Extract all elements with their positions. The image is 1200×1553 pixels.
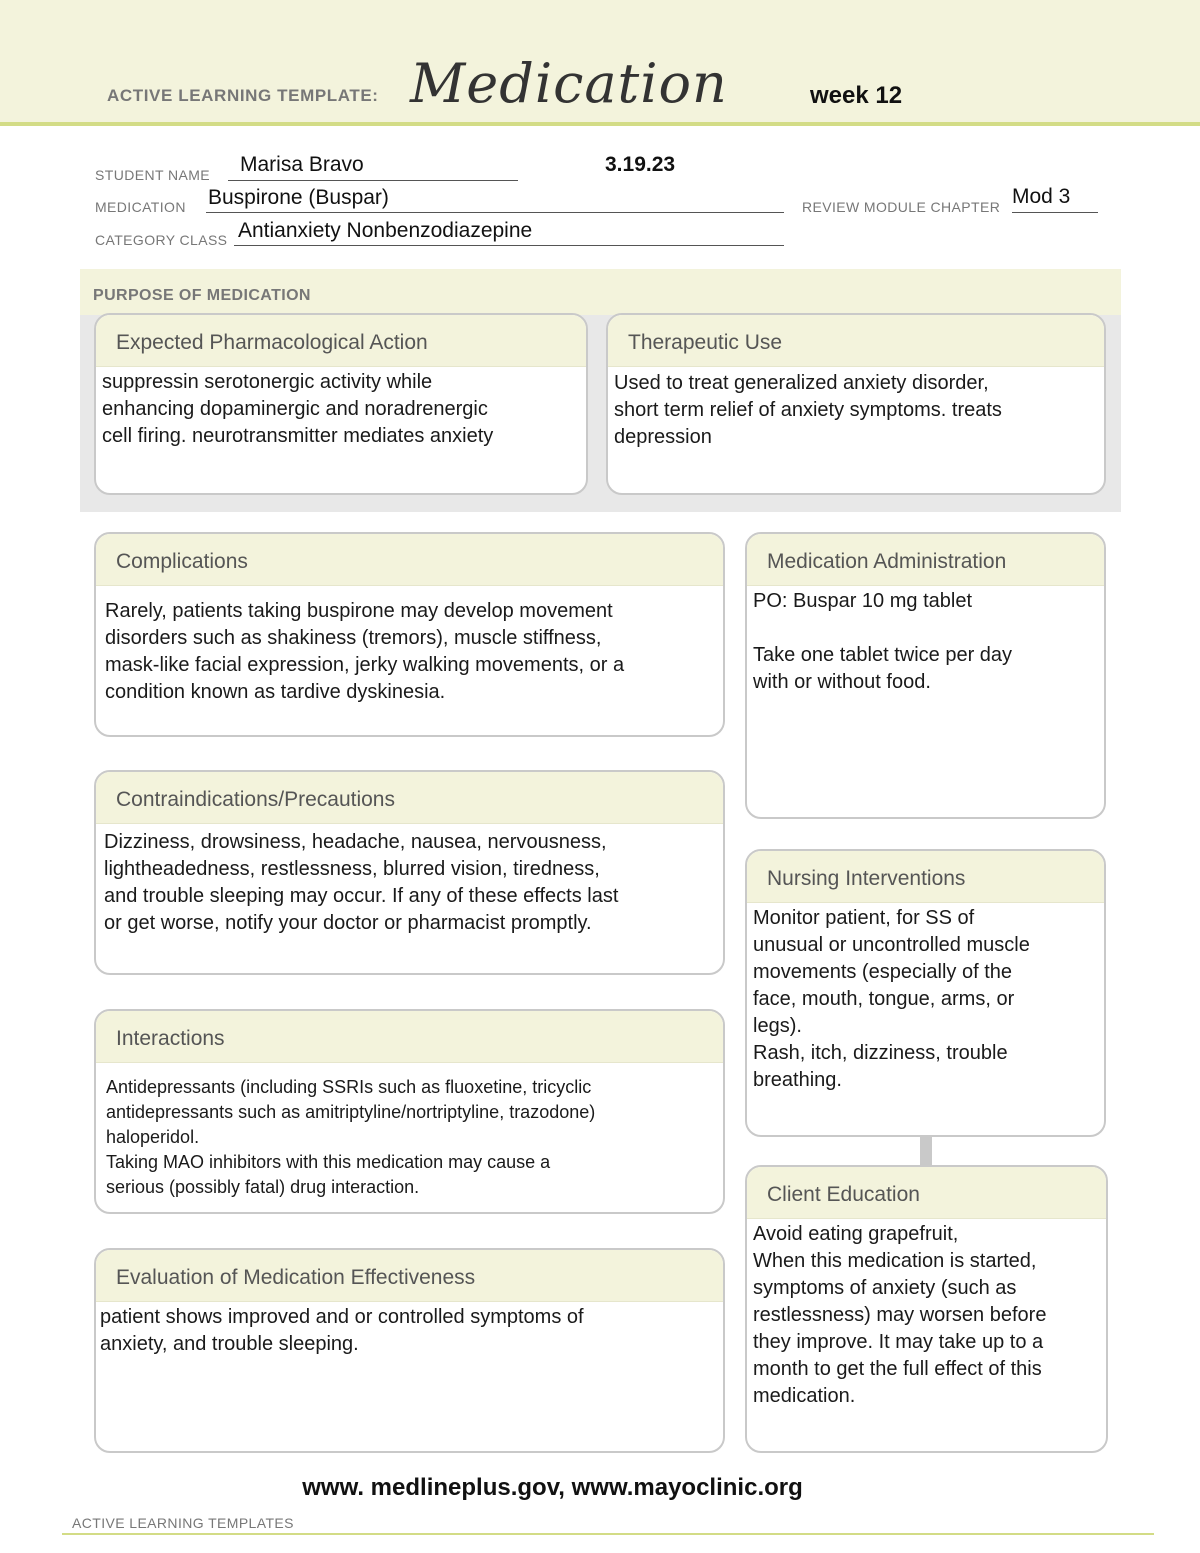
medication-label: MEDICATION — [95, 199, 186, 215]
student-name-label: STUDENT NAME — [95, 167, 210, 183]
category-class-field[interactable]: Antianxiety Nonbenzodiazepine — [238, 219, 533, 242]
therapeutic-use-heading: Therapeutic Use — [608, 315, 1104, 367]
client-education-heading: Client Education — [747, 1167, 1106, 1219]
interactions-card — [94, 1009, 725, 1214]
therapeutic-use-text[interactable]: Used to treat generalized anxiety disorder, short term relief of anxiety symptoms. treats depression — [614, 372, 1002, 448]
complications-heading: Complications — [96, 534, 723, 586]
review-module-label: REVIEW MODULE CHAPTER — [802, 199, 1001, 215]
contraindications-heading: Contraindications/Precautions — [96, 772, 723, 824]
interactions-text[interactable]: Antidepressants (including SSRIs such as fluoxetine, tricyclic antidepressants such as amitriptyline/nortriptyline, trazodone) haloperidol. Taking MAO inhibitors with this medication may cause a serious (possibly fatal) drug interaction. — [106, 1077, 596, 1197]
therapeutic-use-card — [606, 313, 1106, 495]
administration-heading: Medication Administration — [747, 534, 1104, 586]
complications-text[interactable]: Rarely, patients taking buspirone may develop movement disorders such as shakiness (tremors), muscle stiffness, mask-like facial expression, jerky walking movements, or a condition known as tardive dyskinesia. — [105, 600, 625, 703]
evaluation-text[interactable]: patient shows improved and or controlled symptoms of anxiety, and trouble sleeping. — [100, 1306, 584, 1355]
header-divider — [0, 122, 1200, 126]
category-class-line — [234, 245, 784, 246]
administration-text[interactable]: PO: Buspar 10 mg tablet Take one tablet twice per day with or without food. — [753, 590, 1013, 693]
expected-action-text[interactable]: suppressin serotonergic activity while enhancing dopaminergic and noradrenergic cell firing. neurotransmitter mediates anxiety — [102, 371, 494, 447]
student-name-field[interactable]: Marisa Bravo — [240, 153, 364, 176]
template-label: ACTIVE LEARNING TEMPLATE: — [107, 86, 379, 105]
review-module-line — [1012, 212, 1098, 213]
nursing-interventions-text[interactable]: Monitor patient, for SS of unusual or uncontrolled muscle movements (especially of the face, mouth, tongue, arms, or legs). Rash, itch, dizziness, trouble breathing. — [753, 907, 1030, 1091]
sources-text: www. medlineplus.gov, www.mayoclinic.org — [302, 1474, 803, 1501]
student-name-line — [228, 180, 518, 181]
client-education-card — [745, 1165, 1108, 1453]
purpose-title: PURPOSE OF MEDICATION — [93, 287, 311, 304]
review-module-field[interactable]: Mod 3 — [1012, 185, 1071, 208]
week-label: week 12 — [810, 82, 903, 109]
evaluation-heading: Evaluation of Medication Effectiveness — [96, 1250, 723, 1302]
footer-divider — [62, 1533, 1154, 1535]
date-field[interactable]: 3.19.23 — [605, 153, 676, 176]
complications-card — [94, 532, 725, 737]
column-connector — [920, 1136, 932, 1166]
administration-card — [745, 532, 1106, 819]
evaluation-card — [94, 1248, 725, 1453]
page-title: Medication — [410, 52, 728, 115]
medication-line — [206, 212, 784, 213]
expected-action-heading: Expected Pharmacological Action — [96, 315, 586, 367]
expected-action-card — [94, 313, 588, 495]
contraindications-card — [94, 770, 725, 975]
footer-label: ACTIVE LEARNING TEMPLATES — [72, 1515, 294, 1531]
contraindications-text[interactable]: Dizziness, drowsiness, headache, nausea, nervousness, lightheadedness, restlessness, blurred vision, tiredness, and trouble sleeping may occur. If any of these effects last or get worse, notify your doctor or pharmacist promptly. — [104, 831, 619, 934]
category-class-label: CATEGORY CLASS — [95, 232, 228, 248]
interactions-heading: Interactions — [96, 1011, 723, 1063]
medication-field[interactable]: Buspirone (Buspar) — [208, 186, 389, 209]
nursing-interventions-card — [745, 849, 1106, 1137]
nursing-interventions-heading: Nursing Interventions — [747, 851, 1104, 903]
client-education-text[interactable]: Avoid eating grapefruit, When this medication is started, symptoms of anxiety (such as restlessness) may worsen before they improve. It may take up to a month to get the full effect of this medication. — [753, 1223, 1047, 1407]
